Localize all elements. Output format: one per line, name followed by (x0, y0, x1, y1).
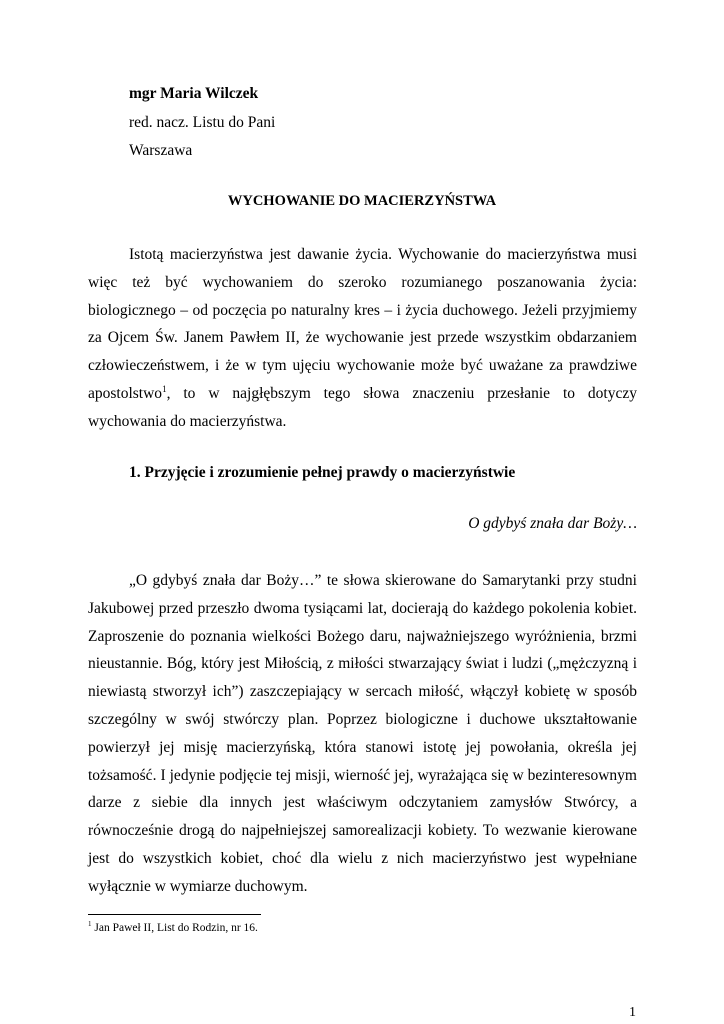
page-number: 1 (629, 1005, 636, 1020)
footnote-text: Jan Paweł II, List do Rodzin, nr 16. (91, 922, 258, 934)
section-paragraph: „O gdybyś znała dar Boży…” te słowa skierowane do Samarytanki przy studni Jakubowej przed przeszło dwoma tysiącami lat, docierają do każdego pokolenia kobiet. Zaproszenie do poznania wielkości Bożego daru, najważniejszego wyróżnienia, brzmi nieustannie. Bóg, który jest Miłością, z miłości stwarzający świat i ludzi („mężczyzną i niewiastą stworzył ich”) zaszczepiający w sercach miłość, włączył kobietę w sposób szczególny w swój stwórczy plan. Poprzez biologiczne i duchowe ukształtowanie powierzył jej misję macierzyńską, która stanowi istotę jej powołania, określa jej tożsamość. I jedynie podjęcie tej misji, wierność jej, wyrażająca się w bezinteresownym darze z siebie dla innych jest właściwym odczytaniem zamysłów Stwórcy, a równocześnie drogą do najpełniejszej samorealizacji kobiety. To wezwanie kierowane jest do wszystkich kobiet, choć dla wielu z nich macierzyństwo jest wypełniane wyłącznie w wymiarze duchowym. (88, 572, 637, 895)
author-role: red. nacz. Listu do Pani (129, 114, 276, 131)
intro-text-before-ref: Istotą macierzyństwa jest dawanie życia. Wychowanie do macierzyństwa musi więc też być wychowaniem do szeroko rozumianego poszanowania życia: biologicznego – od poczęcia po naturalny kres – i życia duchowego. Jeżeli przyjmiemy za Ojcem Św. Janem Pawłem II, że wychowanie jest przede wszystkim obdarzaniem człowieczeństwem, i że w tym ujęciu wychowanie może być uważane za prawdziwe apostolstwo (88, 246, 637, 402)
section-epigraph: O gdybyś znała dar Boży… (468, 515, 637, 532)
intro-text-after-ref: , to w najgłębszym tego słowa znaczeniu przesłanie to dotyczy wychowania do macierzyństwa. (88, 384, 637, 430)
intro-paragraph (88, 241, 637, 436)
footnote-separator (88, 914, 261, 915)
author-city: Warszawa (129, 142, 193, 159)
footnote-reference: 1 (162, 383, 167, 394)
footnote (88, 922, 258, 934)
section-heading: 1. Przyjęcie i zrozumienie pełnej prawdy o macierzyństwie (129, 464, 516, 481)
document-title: WYCHOWANIE DO MACIERZYŃSTWA (227, 193, 497, 209)
author-name: mgr Maria Wilczek (129, 85, 259, 102)
footnote-mark: 1 (88, 920, 92, 929)
